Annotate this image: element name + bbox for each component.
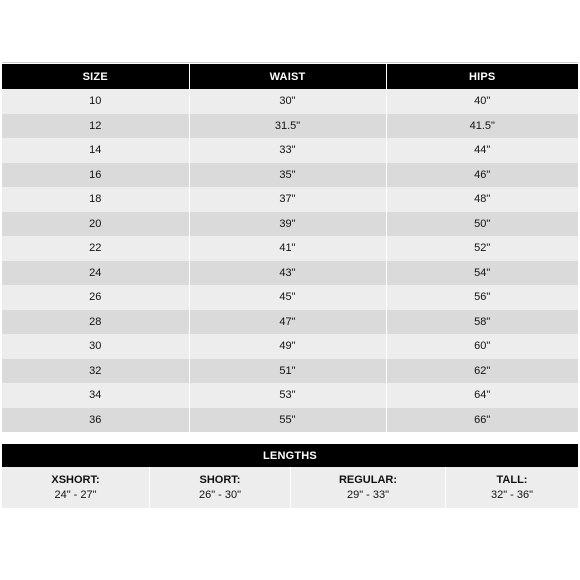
size-cell: 34 bbox=[2, 383, 189, 408]
table-row bbox=[2, 212, 578, 237]
header-hips: HIPS bbox=[386, 64, 578, 89]
waist-cell: 53" bbox=[189, 383, 386, 408]
table-row bbox=[2, 114, 578, 139]
length-value: 29" - 33" bbox=[346, 488, 390, 501]
hips-cell: 54" bbox=[386, 261, 578, 286]
waist-cell: 45" bbox=[189, 285, 386, 310]
size-cell: 36 bbox=[2, 408, 189, 433]
table-row bbox=[2, 89, 578, 114]
hips-cell: 64" bbox=[386, 383, 578, 408]
hips-cell: 48" bbox=[386, 187, 578, 212]
length-label: XSHORT: bbox=[51, 473, 100, 486]
length-xshort bbox=[2, 467, 149, 508]
waist-cell: 43" bbox=[189, 261, 386, 286]
table-row bbox=[2, 285, 578, 310]
table-row bbox=[2, 187, 578, 212]
waist-cell: 30" bbox=[189, 89, 386, 114]
header-size: SIZE bbox=[2, 64, 189, 89]
size-cell: 26 bbox=[2, 285, 189, 310]
size-chart-header-row bbox=[2, 64, 578, 89]
size-cell: 30 bbox=[2, 334, 189, 359]
waist-cell: 31.5" bbox=[189, 114, 386, 139]
hips-cell: 56" bbox=[386, 285, 578, 310]
hips-cell: 41.5" bbox=[386, 114, 578, 139]
table-row bbox=[2, 383, 578, 408]
length-label: TALL: bbox=[496, 473, 528, 486]
waist-cell: 49" bbox=[189, 334, 386, 359]
waist-cell: 41" bbox=[189, 236, 386, 261]
hips-cell: 66" bbox=[386, 408, 578, 433]
waist-cell: 39" bbox=[189, 212, 386, 237]
hips-cell: 44" bbox=[386, 138, 578, 163]
waist-cell: 55" bbox=[189, 408, 386, 433]
size-cell: 24 bbox=[2, 261, 189, 286]
lengths-header: LENGTHS bbox=[2, 444, 578, 467]
length-value: 26" - 30" bbox=[198, 488, 242, 501]
lengths-row bbox=[2, 467, 578, 508]
waist-cell: 51" bbox=[189, 359, 386, 384]
length-label: SHORT: bbox=[199, 473, 241, 486]
table-row bbox=[2, 163, 578, 188]
length-label: REGULAR: bbox=[338, 473, 398, 486]
length-short bbox=[149, 467, 290, 508]
table-row bbox=[2, 138, 578, 163]
top-divider bbox=[2, 62, 578, 63]
hips-cell: 60" bbox=[386, 334, 578, 359]
size-cell: 14 bbox=[2, 138, 189, 163]
size-cell: 10 bbox=[2, 89, 189, 114]
hips-cell: 50" bbox=[386, 212, 578, 237]
size-cell: 12 bbox=[2, 114, 189, 139]
table-row bbox=[2, 310, 578, 335]
size-cell: 16 bbox=[2, 163, 189, 188]
hips-cell: 40" bbox=[386, 89, 578, 114]
size-cell: 32 bbox=[2, 359, 189, 384]
size-cell: 22 bbox=[2, 236, 189, 261]
table-row bbox=[2, 359, 578, 384]
waist-cell: 35" bbox=[189, 163, 386, 188]
waist-cell: 47" bbox=[189, 310, 386, 335]
table-row bbox=[2, 236, 578, 261]
length-regular bbox=[290, 467, 445, 508]
size-cell: 18 bbox=[2, 187, 189, 212]
length-value: 32" - 36" bbox=[490, 488, 534, 501]
header-waist: WAIST bbox=[189, 64, 386, 89]
waist-cell: 33" bbox=[189, 138, 386, 163]
table-row bbox=[2, 408, 578, 433]
hips-cell: 62" bbox=[386, 359, 578, 384]
hips-cell: 46" bbox=[386, 163, 578, 188]
size-cell: 28 bbox=[2, 310, 189, 335]
waist-cell: 37" bbox=[189, 187, 386, 212]
hips-cell: 58" bbox=[386, 310, 578, 335]
length-value: 24" - 27" bbox=[54, 488, 97, 501]
table-row bbox=[2, 261, 578, 286]
hips-cell: 52" bbox=[386, 236, 578, 261]
table-row bbox=[2, 334, 578, 359]
size-cell: 20 bbox=[2, 212, 189, 237]
length-tall bbox=[445, 467, 578, 508]
size-chart-table bbox=[2, 64, 578, 432]
